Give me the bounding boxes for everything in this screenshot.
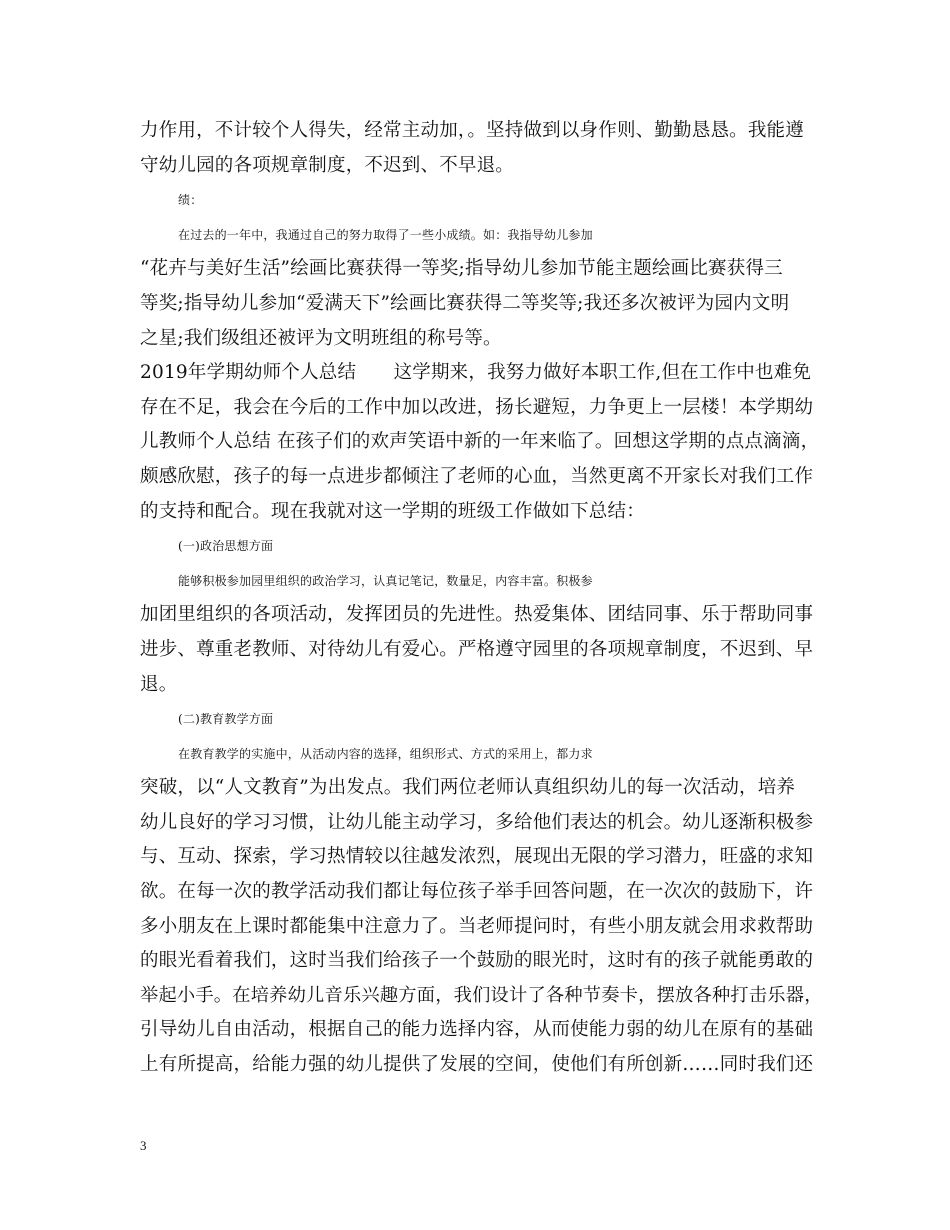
text-line: (一)政治思想方面	[178, 539, 274, 554]
text-line: 上有所提高，给能力强的幼儿提供了发展的空间，使他们有所创新……同时我们还	[140, 1054, 814, 1076]
text-line: “花卉与美好生活”绘画比赛获得一等奖;指导幼儿参加节能主题绘画比赛获得三	[140, 258, 783, 280]
text-line: 与、互动、探索，学习热情较以往越发浓烈，展现出无限的学习潜力，旺盛的求知	[140, 846, 814, 868]
text-line: 儿教师个人总结 在孩子们的欢声笑语中新的一年来临了。回想这学期的点点滴滴，	[140, 431, 820, 453]
text-line: 存在不足，我会在今后的工作中加以改进，扬长避短，力争更上一层楼！本学期幼	[140, 396, 814, 418]
text-line: 的支持和配合。现在我就对这一学期的班级工作做如下总结：	[140, 500, 645, 522]
text-line: 突破，以“人文教育”为出发点。我们两位老师认真组织幼儿的每一次活动，培养	[140, 777, 796, 799]
text-line: 欲。在每一次的教学活动我们都让每位孩子举手回答问题，在一次次的鼓励下，许	[140, 881, 814, 903]
text-line: 能够积极参加园里组织的政治学习，认真记笔记，数量足，内容丰富。积极参	[178, 573, 593, 588]
text-line: 2019年学期幼师个人总结 这学期来，我努力做好本职工作,但在工作中也难免	[140, 362, 812, 384]
text-line: 多小朋友在上课时都能集中注意力了。当老师提问时，有些小朋友就会用求救帮助	[140, 915, 814, 937]
text-line: 的眼光看着我们，这时当我们给孩子一个鼓励的眼光时，这时有的孩子就能勇敢的	[140, 950, 814, 972]
text-line: 等奖;指导幼儿参加“爱满天下”绘画比赛获得二等奖等;我还多次被评为园内文明	[140, 292, 790, 314]
text-line: 加团里组织的各项活动，发挥团员的先进性。热爱集体、团结同事、乐于帮助同事	[140, 604, 814, 626]
document-body	[140, 114, 824, 1083]
text-line: 举起小手。在培养幼儿音乐兴趣方面，我们设计了各种节奏卡，摆放各种打击乐器，	[140, 984, 823, 1006]
text-line: 幼儿良好的学习习惯，让幼儿能主动学习，多给他们表达的机会。幼儿逐渐积极参	[140, 811, 814, 833]
text-line: 在教育教学的实施中，从活动内容的选择，组织形式、方式的采用上，都力求	[178, 746, 593, 761]
text-line: 力作用，不计较个人得失，经常主动加，。坚持做到以身作则、勤勤恳恳。我能遵	[140, 120, 804, 141]
text-line: 进步、尊重老教师、对待幼儿有爱心。严格遵守园里的各项规章制度，不迟到、早	[140, 638, 814, 660]
text-line: 退。	[140, 673, 178, 695]
text-line: 在过去的一年中，我通过自己的努力取得了一些小成绩。如：我指导幼儿参加	[178, 227, 593, 242]
text-line: (二)教育教学方面	[178, 712, 274, 727]
text-line: 之星;我们级组还被评为文明班组的称号等。	[140, 327, 502, 349]
text-line: 颇感欣慰，孩子的每一点进步都倾注了老师的心血，当然更离不开家长对我们工作	[140, 465, 814, 487]
page-number: 3	[140, 1138, 147, 1153]
text-line: 守幼儿园的各项规章制度，不迟到、不早退。	[140, 154, 515, 176]
text-line: 绩：	[178, 193, 203, 208]
text-line: 引导幼儿自由活动，根据自己的能力选择内容，从而使能力弱的幼儿在原有的基础	[140, 1019, 814, 1041]
